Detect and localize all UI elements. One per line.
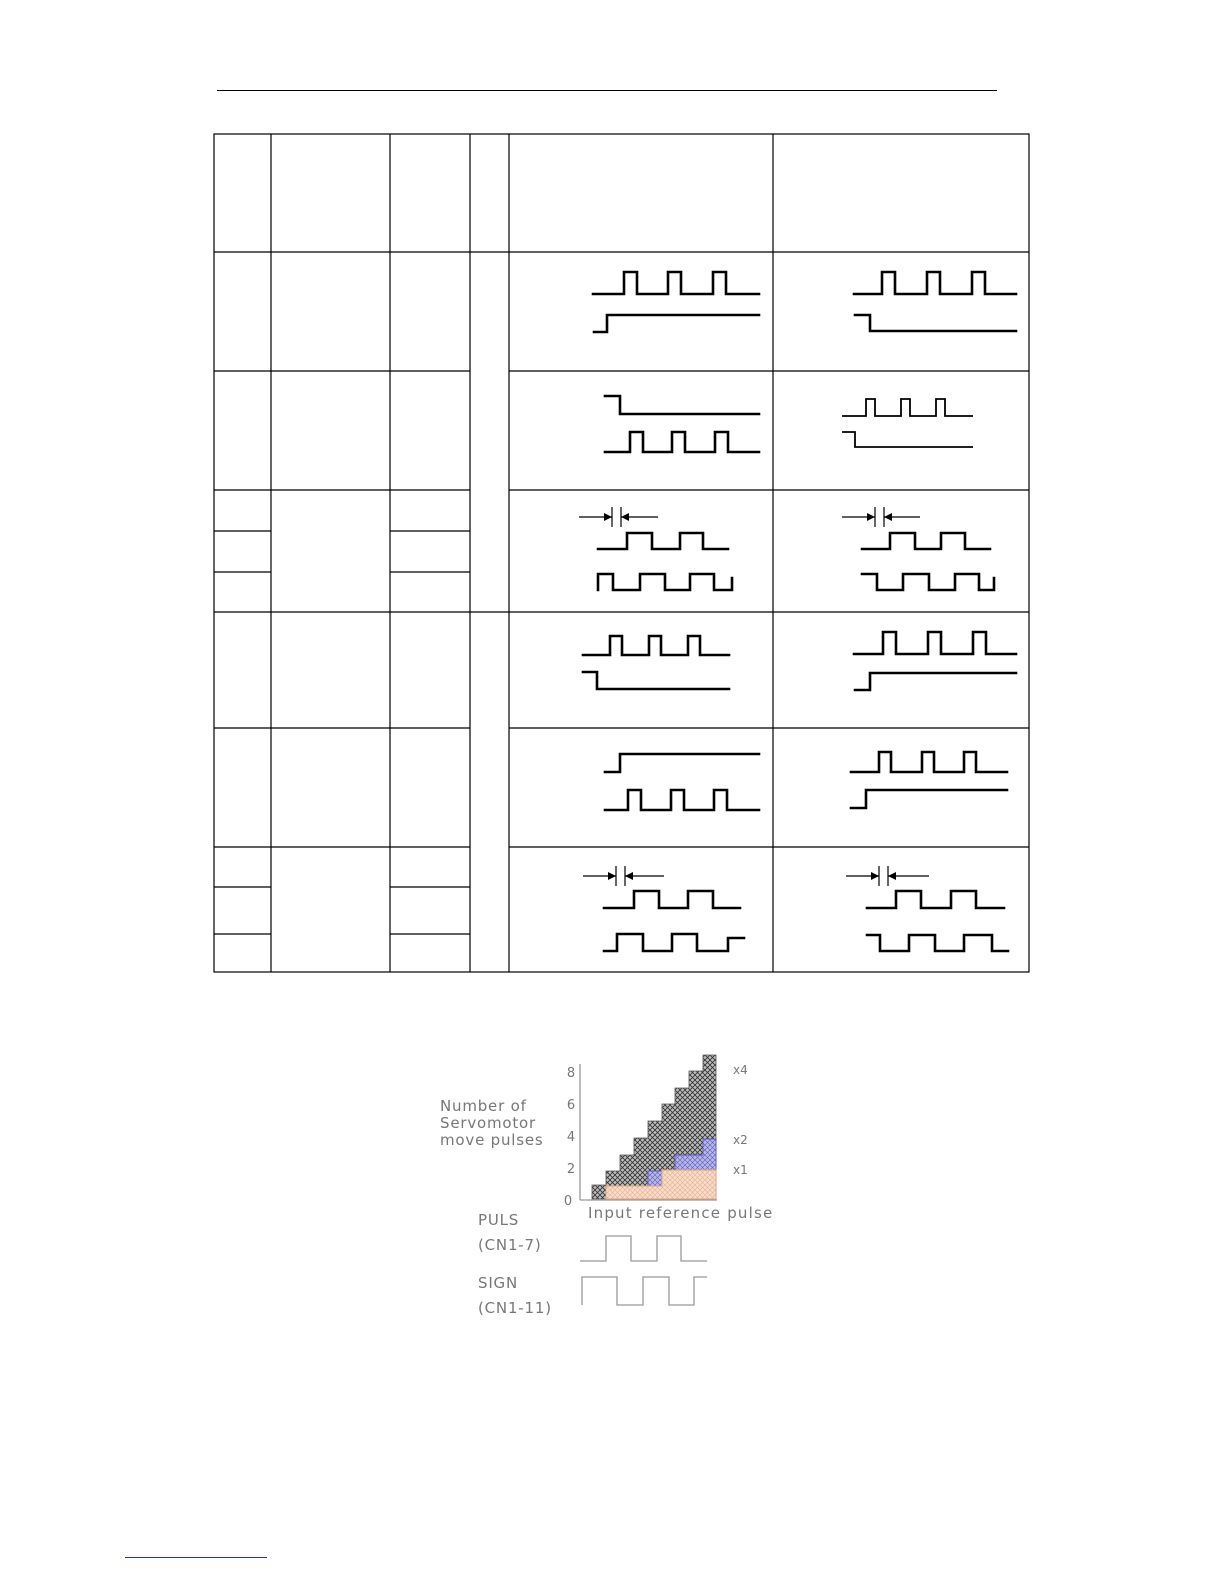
waveform-row6-forward [583, 866, 744, 951]
waveform-row5-forward [605, 754, 759, 810]
sign-label: SIGN [478, 1274, 518, 1292]
waveform-row5-reverse [851, 752, 1007, 808]
puls-pin-label: (CN1-7) [478, 1236, 542, 1254]
waveform-row1-forward [593, 272, 759, 332]
y-tick-label: 0 [563, 1194, 573, 1209]
footer-link-underline[interactable] [125, 1557, 267, 1558]
puls-label: PULS [478, 1211, 520, 1229]
multiplier-figure [440, 1055, 773, 1317]
y-axis-caption-line: Number of [440, 1097, 527, 1115]
waveform-row4-reverse [854, 632, 1016, 690]
multiplier-label-x4: x4 [733, 1063, 748, 1077]
y-tick-label: 2 [566, 1162, 576, 1177]
y-axis-caption-line: move pulses [440, 1131, 544, 1149]
waveform-row3-forward [579, 507, 732, 590]
x-axis-caption: Input reference pulse [588, 1204, 774, 1222]
pulse-table [214, 134, 1029, 972]
waveform-row6-reverse [846, 866, 1008, 951]
waveform-row2-forward [605, 396, 759, 452]
waveform-row1-reverse [854, 272, 1016, 331]
multiplier-label-x2: x2 [733, 1133, 748, 1147]
multiplier-label-x1: x1 [733, 1163, 748, 1177]
waveform-row3-reverse [842, 507, 994, 590]
y-tick-label: 4 [566, 1130, 576, 1145]
y-axis-caption-line: Servomotor [440, 1114, 536, 1132]
table-border [214, 134, 1029, 972]
y-tick-label: 6 [566, 1098, 576, 1113]
waveform-row2-reverse [842, 399, 973, 447]
sign-waveform [582, 1277, 707, 1305]
sign-pin-label: (CN1-11) [478, 1299, 552, 1317]
puls-waveform [580, 1236, 707, 1261]
y-tick-label: 8 [566, 1066, 576, 1081]
waveform-row4-forward [583, 636, 729, 689]
